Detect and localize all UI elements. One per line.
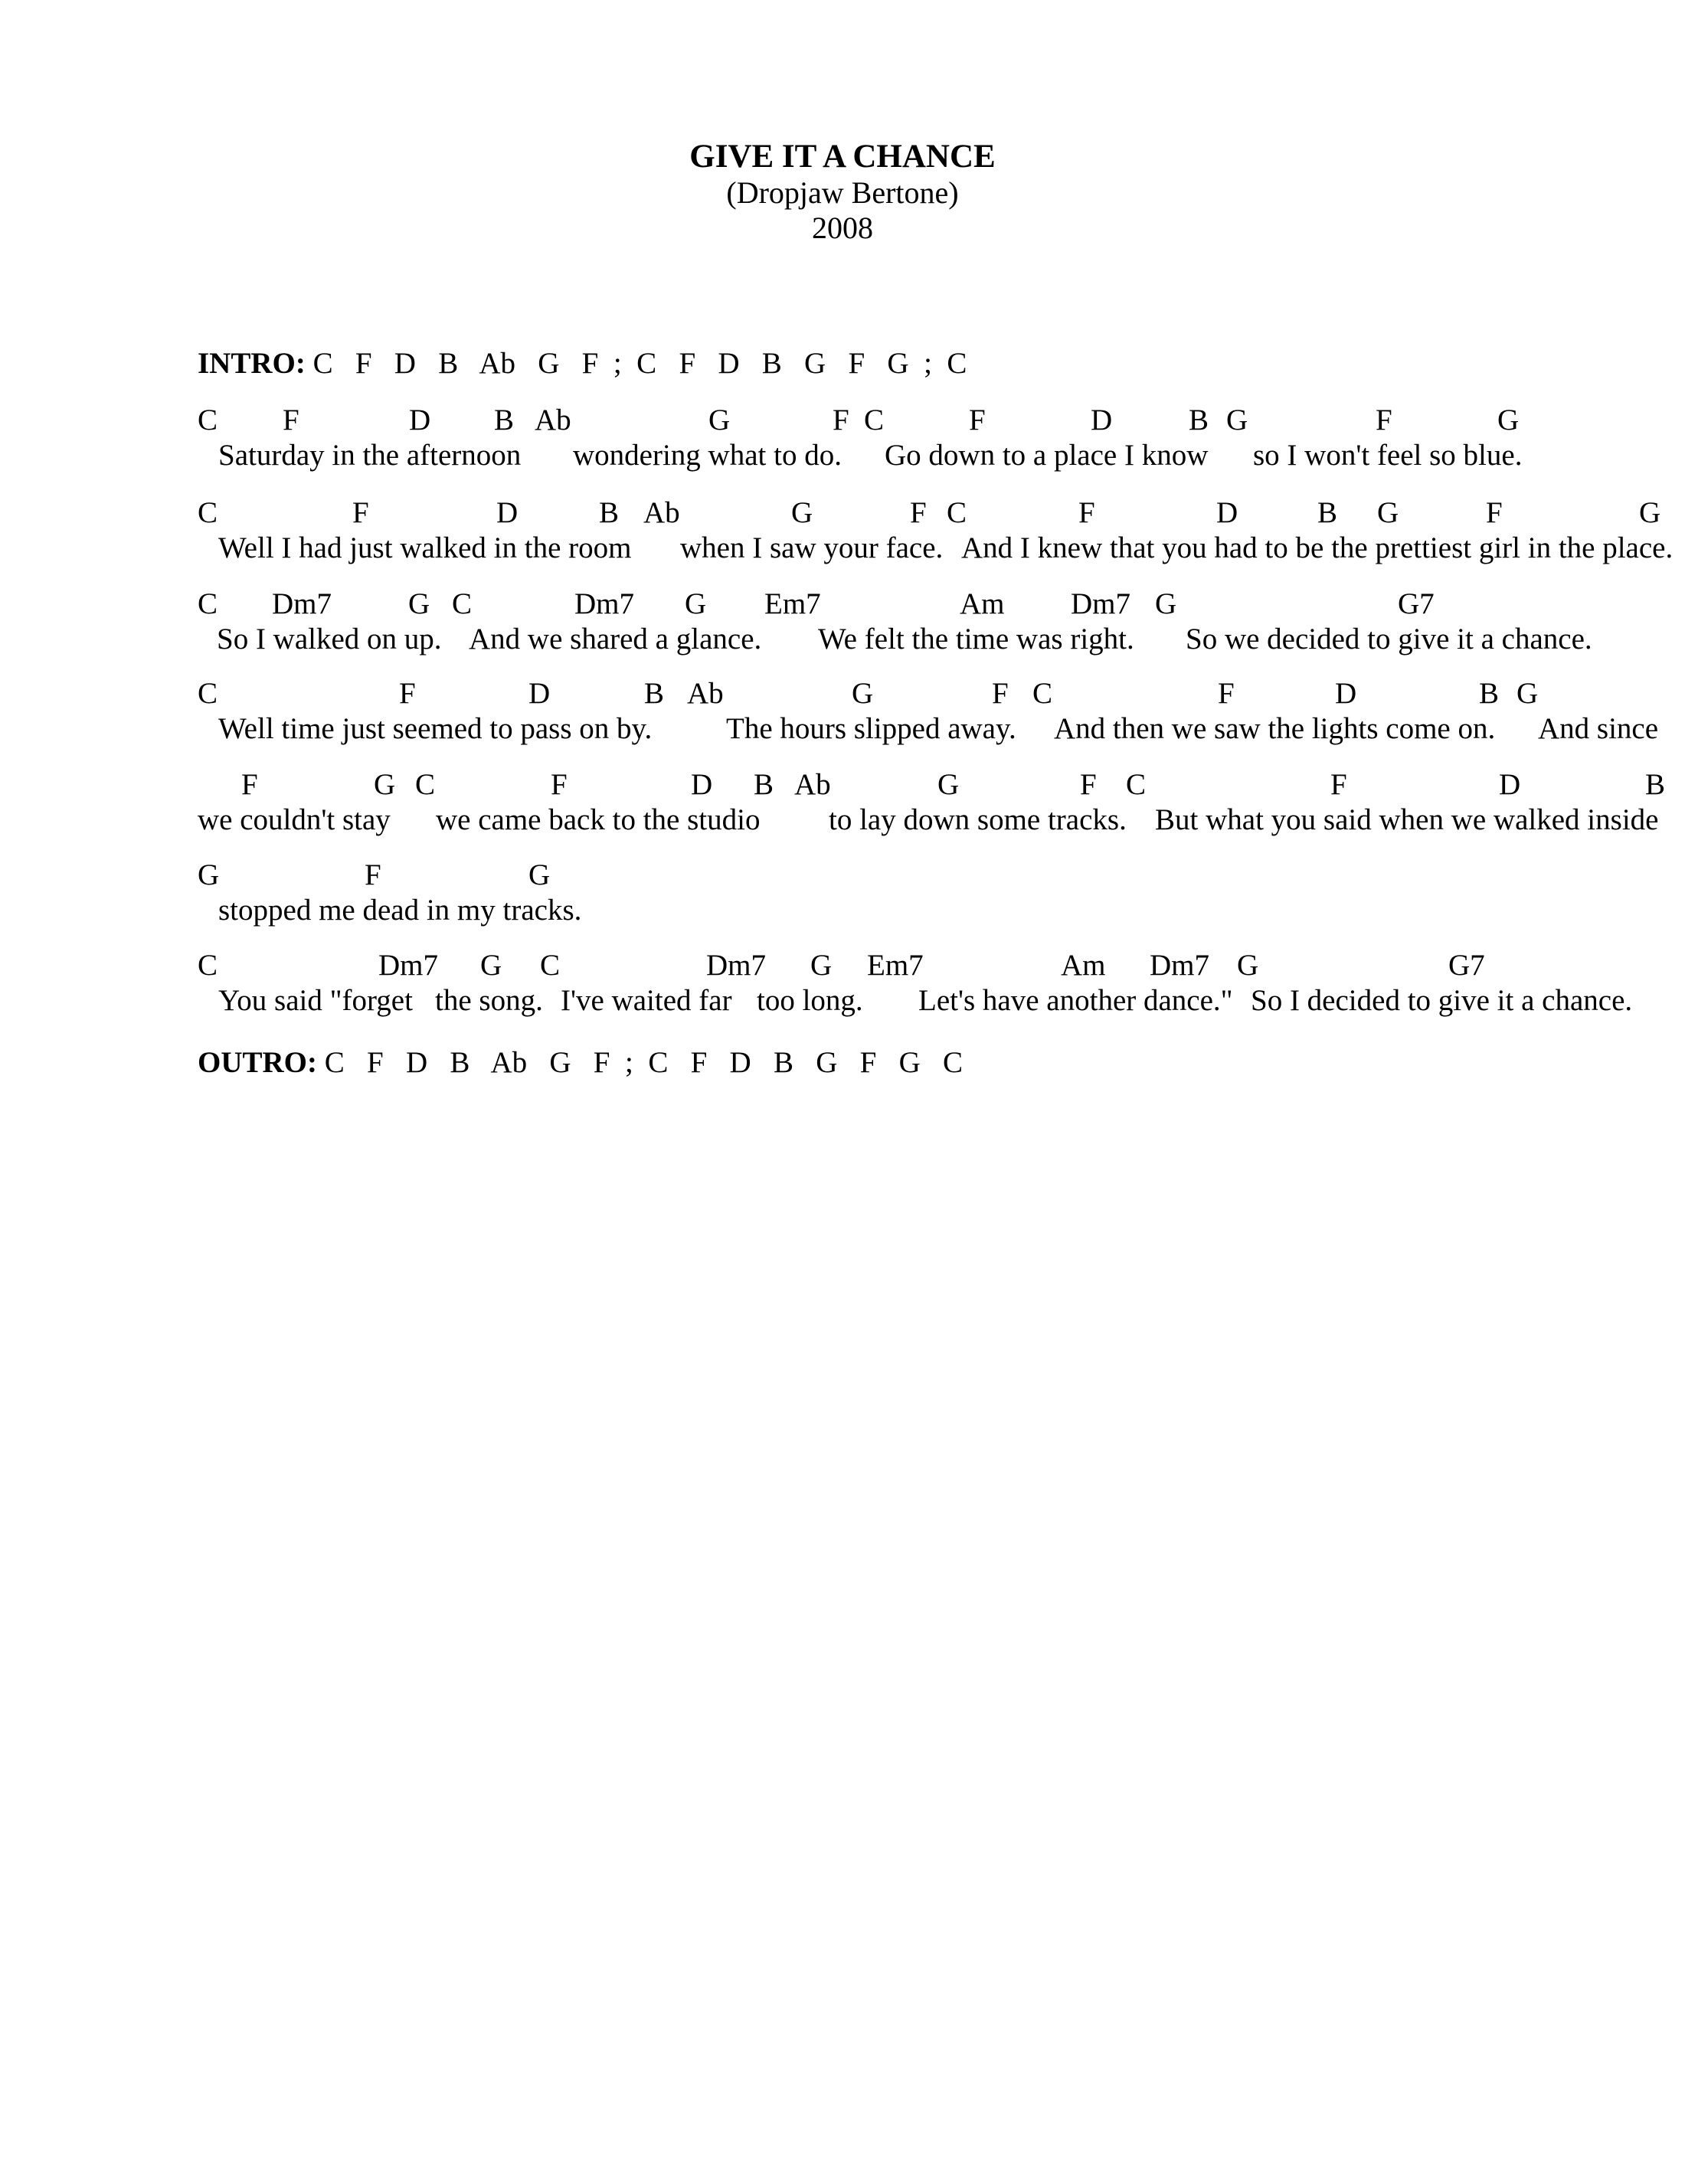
chord: D xyxy=(528,677,551,710)
chord: C xyxy=(415,768,436,801)
chord: C xyxy=(1126,768,1147,801)
intro-chords: C F D B Ab G F ; C F D B G F G ; C xyxy=(312,347,967,380)
chord: C xyxy=(540,949,561,982)
chord: G xyxy=(685,587,707,620)
chord: B xyxy=(1317,496,1338,529)
chord: G xyxy=(708,404,731,436)
chord: F xyxy=(365,858,381,891)
chord: Ab xyxy=(794,768,831,801)
chord: G7 xyxy=(1448,949,1485,982)
chord: D xyxy=(409,404,431,436)
lyric-segment: And I knew that you had to be the prettiest girl in the place. xyxy=(961,531,1674,564)
chord: F xyxy=(399,677,416,710)
chord: G xyxy=(374,768,396,801)
lyric-segment: so I won't feel so blue. xyxy=(1253,439,1523,472)
chord: Dm7 xyxy=(378,949,438,982)
chord: C xyxy=(198,677,218,710)
lyric-segment: But what you said when we walked inside xyxy=(1155,803,1659,836)
chord: C xyxy=(198,496,218,529)
chord: G xyxy=(810,949,833,982)
chord: Ab xyxy=(687,677,724,710)
chord: F xyxy=(241,768,258,801)
chord: B xyxy=(494,404,515,436)
song-title: GIVE IT A CHANCE xyxy=(689,139,996,175)
lyric-segment: Let's have another dance." xyxy=(918,984,1233,1017)
chord: G xyxy=(408,587,430,620)
chord: D xyxy=(496,496,519,529)
chord: Ab xyxy=(643,496,680,529)
chord: G xyxy=(198,858,220,891)
chord: C xyxy=(947,496,967,529)
lyric-segment: You said "forget xyxy=(218,984,413,1017)
chord: C xyxy=(198,404,218,436)
lyric-segment: Well I had just walked in the room xyxy=(218,531,632,564)
chord: G xyxy=(528,858,551,891)
intro-label: INTRO: xyxy=(198,347,306,380)
chord: B xyxy=(1189,404,1209,436)
chord: G xyxy=(852,677,874,710)
lyric-segment: So I decided to give it a chance. xyxy=(1251,984,1633,1017)
lyric-segment: So we decided to give it a chance. xyxy=(1186,623,1592,656)
lyric-segment: And we shared a glance. xyxy=(469,623,762,656)
chord: B xyxy=(754,768,774,801)
chord: C xyxy=(452,587,473,620)
chord: B xyxy=(1479,677,1500,710)
chord: F xyxy=(1080,768,1097,801)
lyric-segment: too long. xyxy=(757,984,863,1017)
song-year: 2008 xyxy=(812,211,873,245)
chord: D xyxy=(1335,677,1357,710)
chord: Dm7 xyxy=(706,949,766,982)
chord: D xyxy=(1499,768,1521,801)
chord: Am xyxy=(1061,949,1106,982)
chord: F xyxy=(833,404,849,436)
chord: G xyxy=(1226,404,1248,436)
chord: Em7 xyxy=(764,587,821,620)
chord: G xyxy=(791,496,813,529)
chord: D xyxy=(1091,404,1113,436)
chord: F xyxy=(969,404,986,436)
chord: B xyxy=(599,496,620,529)
chord: F xyxy=(551,768,568,801)
chord: F xyxy=(1376,404,1392,436)
lyric-segment: We felt the time was right. xyxy=(818,623,1134,656)
lyric-segment: to lay down some tracks. xyxy=(829,803,1127,836)
lyric-segment: Well time just seemed to pass on by. xyxy=(218,712,653,745)
lyric-segment: the song. xyxy=(435,984,543,1017)
lyric-segment: And since xyxy=(1538,712,1659,745)
outro-line xyxy=(198,1045,963,1081)
lyric-segment: when I saw your face. xyxy=(680,531,944,564)
chord: Em7 xyxy=(867,949,924,982)
chord: C xyxy=(864,404,885,436)
chord: G xyxy=(1497,404,1520,436)
chord: G7 xyxy=(1398,587,1435,620)
chord: Dm7 xyxy=(574,587,634,620)
chord: G xyxy=(1516,677,1539,710)
chord: C xyxy=(1032,677,1053,710)
chord: F xyxy=(1078,496,1095,529)
lyric-segment: we couldn't stay xyxy=(198,803,391,836)
intro-line xyxy=(198,346,967,381)
chord: C xyxy=(198,587,218,620)
chord: Dm7 xyxy=(1071,587,1130,620)
lyric-segment: Go down to a place I know xyxy=(885,439,1209,472)
chord: G xyxy=(1155,587,1177,620)
chord: F xyxy=(992,677,1009,710)
chord: F xyxy=(1330,768,1347,801)
chord: Dm7 xyxy=(1150,949,1209,982)
chord: G xyxy=(480,949,502,982)
chord: F xyxy=(1218,677,1235,710)
chord: F xyxy=(910,496,927,529)
chord: Dm7 xyxy=(272,587,332,620)
chord: G xyxy=(1639,496,1661,529)
lyric-segment: So I walked on up. xyxy=(217,623,442,656)
chord: Ab xyxy=(535,404,571,436)
chord: G xyxy=(1237,949,1259,982)
lyric-segment: stopped me dead in my tracks. xyxy=(218,894,582,927)
lyric-segment: I've waited far xyxy=(561,984,732,1017)
lyric-segment: And then we saw the lights come on. xyxy=(1054,712,1496,745)
chord: F xyxy=(283,404,299,436)
chord: G xyxy=(937,768,960,801)
chord: Am xyxy=(960,587,1005,620)
chord: F xyxy=(1486,496,1503,529)
outro-label: OUTRO: xyxy=(198,1046,317,1079)
chord: D xyxy=(1216,496,1238,529)
lyric-segment: we came back to the studio xyxy=(436,803,761,836)
chord: F xyxy=(352,496,369,529)
chord: B xyxy=(1645,768,1666,801)
lyric-segment: The hours slipped away. xyxy=(726,712,1016,745)
chord: B xyxy=(644,677,665,710)
outro-chords: C F D B Ab G F ; C F D B G F G C xyxy=(324,1046,963,1079)
song-author: (Dropjaw Bertone) xyxy=(726,175,959,210)
lyric-segment: wondering what to do. xyxy=(573,439,842,472)
chord: D xyxy=(691,768,713,801)
chord: G xyxy=(1377,496,1399,529)
lyric-segment: Saturday in the afternoon xyxy=(218,439,522,472)
chord: C xyxy=(198,949,218,982)
